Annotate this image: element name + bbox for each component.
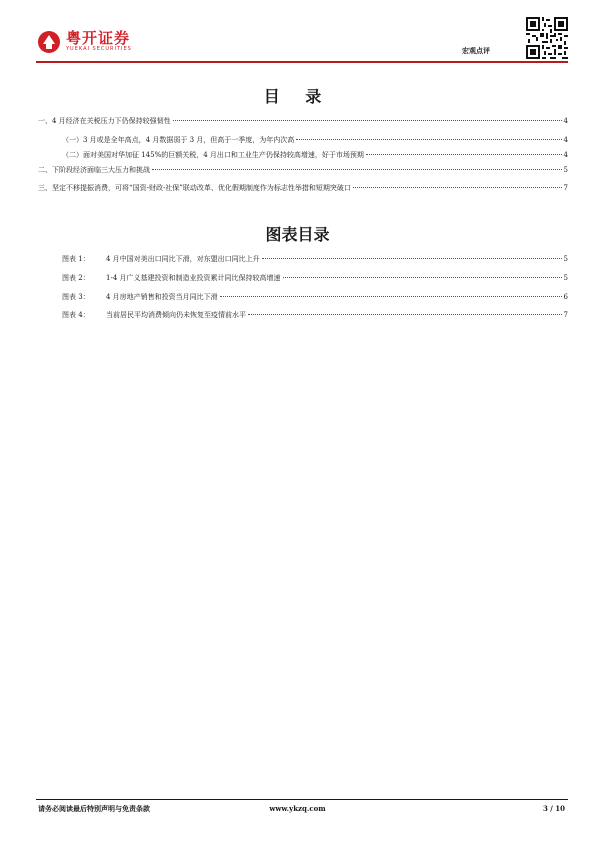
toc-entry-page: 5 — [563, 166, 568, 174]
brand-name-cn: 粤开证券 — [66, 29, 131, 47]
brand-logo — [38, 30, 132, 53]
figure-entry-text: 4 月中国对美出口同比下滑，对东盟出口同比上升 — [106, 255, 260, 263]
page-number: 3 / 10 — [542, 804, 565, 813]
footer-disclaimer: 请务必阅读最后特别声明与免责条款 — [38, 804, 150, 813]
toc-entry-text: 三、坚定不移提振消费，可将“国资-财政-社保”联动改革、优化假期制度作为标志性举措和短期突破口 — [38, 184, 351, 192]
toc-entry-page: 4 — [563, 151, 568, 159]
figure-entry-text: 1-4 月广义基建投资和制造业投资累计同比保持较高增速 — [106, 274, 281, 282]
leader-dots — [173, 120, 562, 121]
figure-entry-page: 5 — [563, 255, 568, 263]
figure-entry[interactable] — [62, 273, 568, 283]
toc-entry-text: （二）面对美国对华加征 145%的巨额关税，4 月出口和工业生产仍保持较高增速，好于市场预期 — [62, 151, 364, 159]
toc-entry-page: 4 — [563, 136, 568, 144]
figure-entry-page: 6 — [563, 293, 568, 301]
leader-dots — [220, 296, 562, 297]
figure-entry-text: 4 月房地产销售和投资当月同比下滑 — [106, 293, 218, 301]
figure-entry-page: 5 — [563, 274, 568, 282]
toc-entry[interactable] — [38, 165, 568, 175]
toc-entry-text: （一）3 月或是全年高点，4 月数据弱于 3 月，但高于一季度，为年内次高 — [62, 136, 295, 144]
figure-label: 图表 2： — [62, 274, 90, 282]
footer-divider — [36, 799, 568, 800]
toc-title: 目 录 — [263, 87, 332, 106]
qr-code-icon — [526, 17, 568, 59]
toc-entry-page: 7 — [563, 184, 568, 192]
leader-dots — [262, 258, 562, 259]
toc-entry[interactable] — [62, 135, 568, 145]
page-header — [0, 0, 595, 70]
figure-label: 图表 4： — [62, 311, 90, 319]
figure-entry[interactable] — [62, 310, 568, 320]
brand-name-en: YUEKAI SECURITIES — [66, 46, 132, 52]
leader-dots — [248, 314, 562, 315]
figure-entry[interactable] — [62, 254, 568, 264]
leader-dots — [296, 139, 561, 140]
toc-entry[interactable] — [62, 150, 568, 160]
figure-label: 图表 3： — [62, 293, 90, 301]
figure-entry-text: 当前居民平均消费倾向仍未恢复至疫情前水平 — [106, 311, 246, 319]
leader-dots — [152, 169, 562, 170]
figure-entry-page: 7 — [563, 311, 568, 319]
leader-dots — [353, 187, 562, 188]
toc-entry[interactable] — [38, 183, 568, 193]
figure-label: 图表 1： — [62, 255, 90, 263]
toc-entry[interactable] — [38, 116, 568, 126]
header-divider — [36, 61, 568, 63]
figure-list-title: 图表目录 — [265, 225, 330, 244]
brand-logo-icon — [38, 31, 60, 53]
figure-entry[interactable] — [62, 292, 568, 302]
toc-entry-text: 二、下阶段经济面临三大压力和挑战 — [38, 166, 150, 174]
leader-dots — [283, 277, 562, 278]
report-type: 宏观点评 — [462, 47, 490, 55]
footer-website[interactable]: www.ykzq.com — [269, 804, 326, 813]
leader-dots — [366, 154, 562, 155]
toc-entry-page: 4 — [563, 117, 568, 125]
toc-entry-text: 一、4 月经济在关税压力下仍保持较强韧性 — [38, 117, 171, 125]
